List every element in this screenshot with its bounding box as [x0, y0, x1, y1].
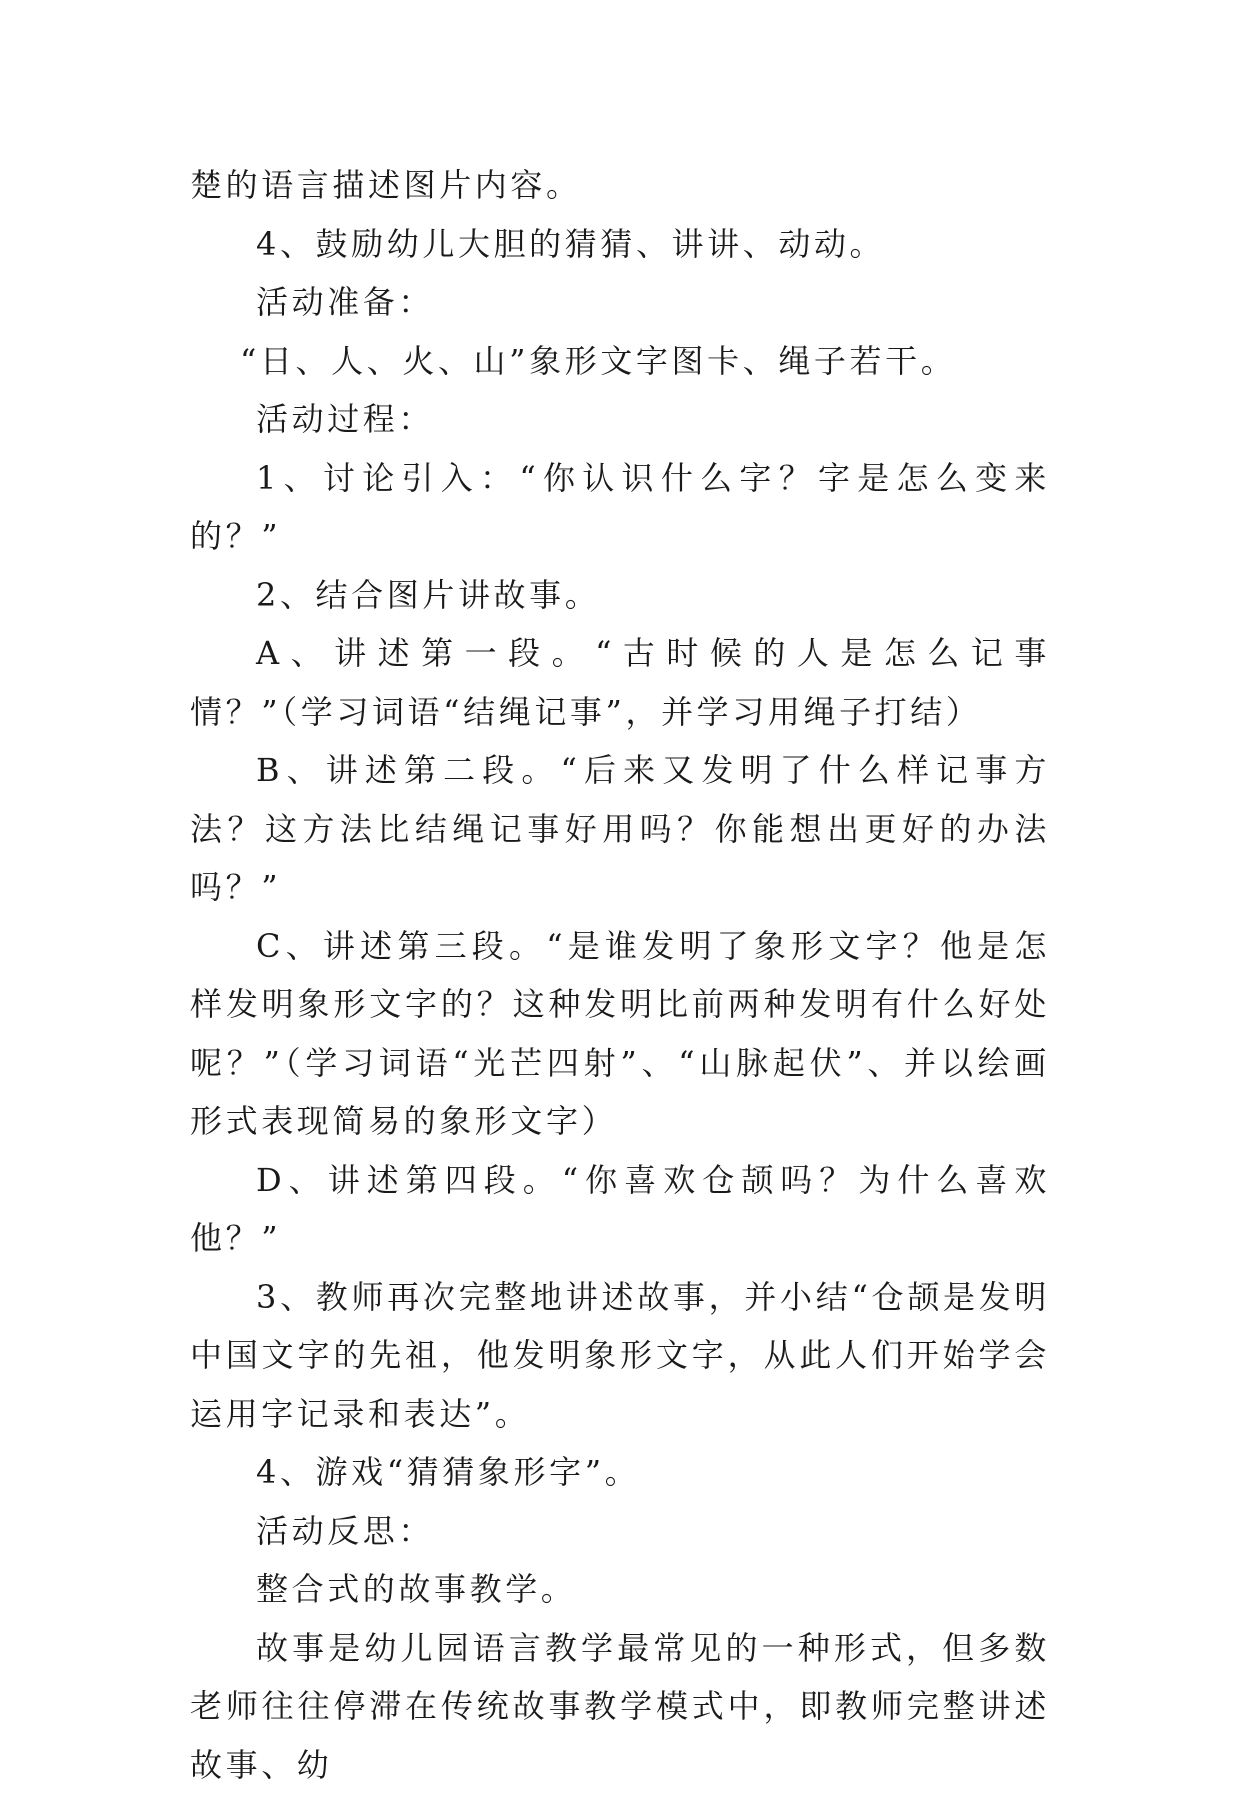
paragraph-reflection-body: 故事是幼儿园语言教学最常见的一种形式，但多数老师往往停滞在传统故事教学模式中，即教师完整讲述故事、幼 [190, 1619, 1050, 1794]
paragraph-step-2: 2、结合图片讲故事。 [190, 566, 1050, 625]
paragraph-step-1: 1、讨论引入：“你认识什么字？字是怎么变来的？” [190, 449, 1050, 566]
paragraph-step-2c: C、讲述第三段。“是谁发明了象形文字？他是怎样发明象形文字的？这种发明比前两种发明有什么好处呢？”（学习词语“光芒四射”、“山脉起伏”、并以绘画形式表现简易的象形文字） [190, 917, 1050, 1151]
paragraph-step-2d: D、讲述第四段。“你喜欢仓颉吗？为什么喜欢他？” [190, 1151, 1050, 1268]
heading-process: 活动过程： [190, 390, 1050, 449]
heading-preparation: 活动准备： [190, 273, 1050, 332]
paragraph-goal-4: 4、鼓励幼儿大胆的猜猜、讲讲、动动。 [190, 215, 1050, 274]
paragraph-continuation: 楚的语言描述图片内容。 [190, 156, 1050, 215]
paragraph-step-3: 3、教师再次完整地讲述故事，并小结“仓颉是发明中国文字的先祖，他发明象形文字，从此人们开始学会运用字记录和表达”。 [190, 1268, 1050, 1444]
document-body [190, 156, 1050, 1794]
paragraph-materials: “日、人、火、山”象形文字图卡、绳子若干。 [190, 332, 1050, 391]
paragraph-step-2a: A、讲述第一段。“古时候的人是怎么记事情？”（学习词语“结绳记事”，并学习用绳子打结） [190, 624, 1050, 741]
paragraph-reflection-title: 整合式的故事教学。 [190, 1560, 1050, 1619]
paragraph-step-2b: B、讲述第二段。“后来又发明了什么样记事方法？这方法比结绳记事好用吗？你能想出更好的办法吗？” [190, 741, 1050, 917]
paragraph-step-4: 4、游戏“猜猜象形字”。 [190, 1443, 1050, 1502]
heading-reflection: 活动反思： [190, 1502, 1050, 1561]
